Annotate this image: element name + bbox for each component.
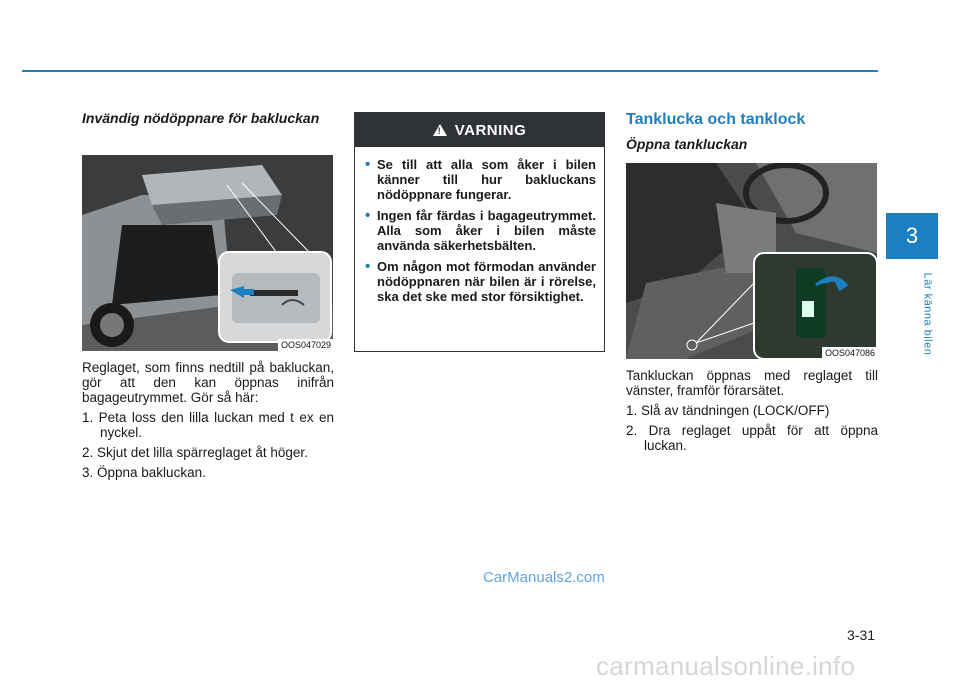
image-code: OOS047086 bbox=[822, 347, 877, 359]
warning-triangle-icon bbox=[433, 124, 447, 136]
warning-item: • Om någon mot förmodan använder nödöppnaren när bilen är i rörelse, ska det ske med stor försiktighet. bbox=[365, 259, 596, 304]
right-body: Tankluckan öppnas med reglaget till vänster, framför förarsätet. bbox=[626, 368, 878, 398]
left-body: Reglaget, som finns nedtill på bakluckan, gör att den kan öppnas inifrån bagageutrymmet. Gör så här: bbox=[82, 360, 334, 405]
left-column bbox=[82, 110, 334, 485]
chapter-title-sidebar bbox=[920, 266, 934, 362]
tailgate-illustration bbox=[82, 155, 333, 351]
left-subtitle: Invändig nödöppnare för bakluckan bbox=[82, 110, 320, 126]
fuel-door-photo bbox=[626, 163, 877, 359]
list-item: 2. Skjut det lilla spärreglaget åt höger. bbox=[82, 445, 308, 460]
list-item: 3. Öppna bakluckan. bbox=[82, 465, 206, 480]
right-subtitle: Öppna tankluckan bbox=[626, 136, 748, 152]
warning-header bbox=[355, 113, 604, 147]
warning-box bbox=[354, 112, 605, 352]
footer-link[interactable]: CarManuals2.com bbox=[483, 569, 605, 586]
image-code: OOS047029 bbox=[278, 339, 333, 351]
left-steps bbox=[82, 410, 334, 480]
list-item: 1. Peta loss den lilla luckan med t ex en nyckel. bbox=[82, 410, 334, 440]
top-rule bbox=[22, 70, 878, 72]
page-number: 3-31 bbox=[847, 627, 876, 643]
fuel-door-illustration bbox=[626, 163, 877, 359]
watermark: carmanualsonline.info bbox=[596, 651, 856, 681]
chapter-number: 3 bbox=[905, 223, 919, 248]
chapter-number-tab[interactable] bbox=[886, 213, 938, 259]
warning-title: VARNING bbox=[454, 121, 527, 139]
section-title: Tanklucka och tanklock bbox=[626, 111, 806, 128]
right-column bbox=[626, 110, 878, 458]
right-steps bbox=[626, 403, 878, 453]
chapter-title: Lär känna bilen bbox=[921, 272, 934, 356]
list-item: 2. Dra reglaget uppåt för att öppna luckan. bbox=[626, 423, 878, 453]
warning-item: • Ingen får färdas i bagageutrymmet. Alla som åker i bilen måste använda säkerhetsbälten. bbox=[365, 208, 596, 253]
warning-list bbox=[355, 147, 604, 304]
warning-item: • Se till att alla som åker i bilen känner till hur bakluckans nödöppnare fungerar. bbox=[365, 157, 596, 202]
tailgate-photo bbox=[82, 155, 333, 351]
list-item: 1. Slå av tändningen (LOCK/OFF) bbox=[626, 403, 830, 418]
